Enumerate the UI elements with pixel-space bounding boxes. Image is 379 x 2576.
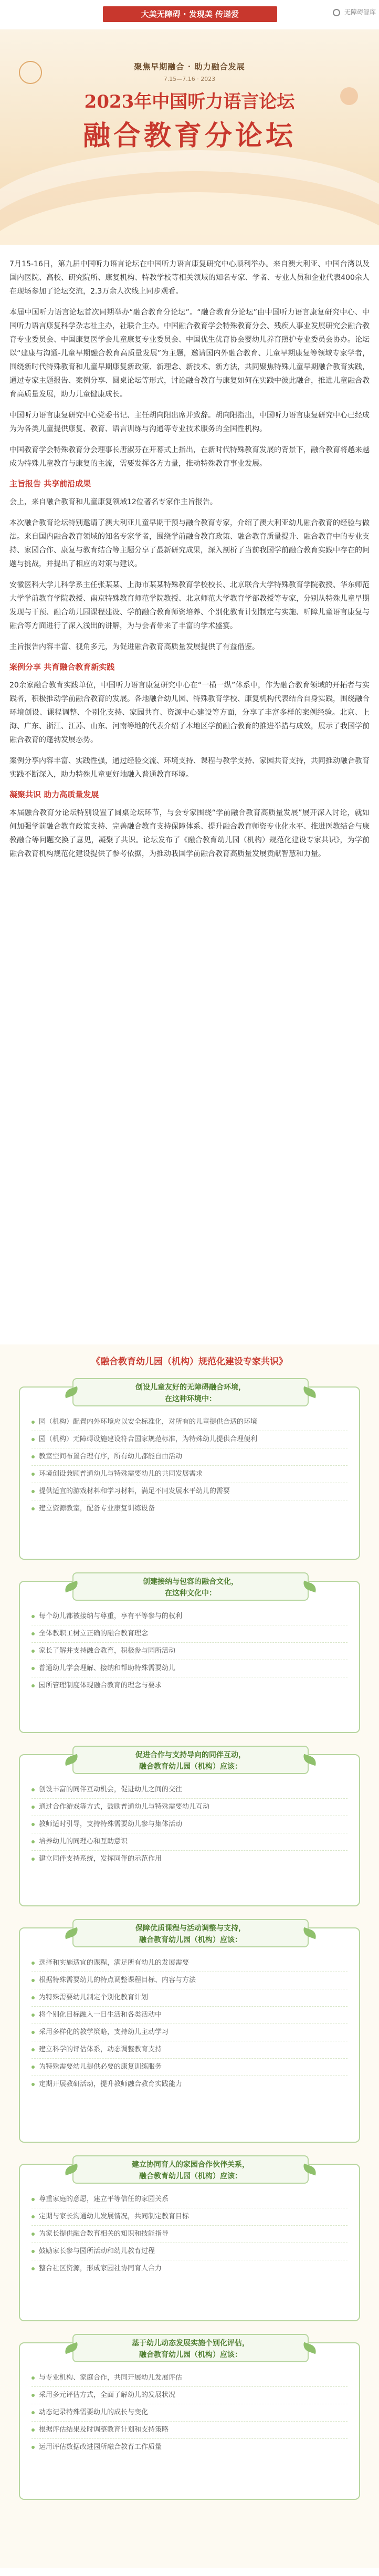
list-item: 将个别化目标融入一日生活和各类活动中 [31, 2007, 348, 2024]
list-item: 定期与家长沟通幼儿发展情况，共同制定教育目标 [31, 2208, 348, 2226]
list-item: 采用多样化的教学策略，支持幼儿主动学习 [31, 2024, 348, 2041]
list-item: 提供适宜的游戏材料和学习材料，满足不同发展水平幼儿的需要 [31, 1483, 348, 1500]
card-header-line1: 创建接纳与包容的融合文化， [143, 1578, 238, 1586]
list-item: 教师适时引导，支持特殊需要幼儿参与集体活动 [31, 1816, 348, 1833]
card-header-line1: 促进合作与支持导向的同伴互动， [135, 1751, 246, 1759]
list-item: 与专业机构、家庭合作，共同开展幼儿发展评估 [31, 2370, 348, 2387]
consensus-card [19, 2339, 360, 2500]
card-header-line2: 在这种文化中： [165, 1589, 216, 1598]
list-item: 根据评估结果及时调整教育计划和支持策略 [31, 2422, 348, 2439]
card-header-line2: 融合教育幼儿园（机构）应该： [139, 1762, 242, 1771]
card-header [72, 1378, 309, 1406]
card-header-line2: 融合教育幼儿园（机构）应该： [139, 2351, 242, 2359]
card-header [72, 1919, 309, 1947]
card-header-line1: 基于幼儿动态发展实施个别化评估， [132, 2339, 249, 2348]
list-item: 家长了解并支持融合教育，积极参与园所活动 [31, 1643, 348, 1660]
card-item-list [31, 1414, 348, 1517]
article-paragraph: 中国听力语言康复研究中心党委书记、主任胡向阳出席并致辞。胡向阳指出，中国听力语言康复研究中心已经成为为各类儿童提供康复、教育、语言训练与沟通等专业技术服务的全国性机构。 [9, 411, 370, 433]
list-item: 运用评估数据改进园所融合教育工作质量 [31, 2439, 348, 2456]
article-paragraph: 7月15-16日，第九届中国听力语言论坛在中国听力语言康复研究中心顺利举办。来自澳大利亚、中国台湾以及国内医院、高校、研究院所、康复机构、特教学校等相关领域的知名专家、学者、专业人员和企业代表400余人在现场参加了论坛交流，2.3万余人次线上同步观看。 [9, 260, 370, 296]
card-item-list [31, 2370, 348, 2456]
consensus-card [19, 2161, 360, 2321]
infographic-title: 《融合教育幼儿园（机构）规范化建设专家共识》 [91, 1357, 288, 1367]
article-paragraph: 案例分享内容丰富、实践性强，通过经验交流、环境支持、课程与教学支持、家园共育支持，共同推动融合教育实践不断深入，助力特殊儿童更好地融入普通教育环境。 [9, 757, 370, 779]
banner [0, 29, 379, 245]
article-paragraph: 主旨报告内容丰富、视角多元，为促进融合教育高质量发展提供了有益借鉴。 [9, 643, 259, 651]
consensus-card [19, 1924, 360, 2143]
card-item-list [31, 1955, 348, 2093]
banner-date: 7.15—7.16 · 2023 [163, 76, 216, 82]
watermark [333, 7, 376, 16]
consensus-card [19, 1751, 360, 1906]
list-item: 园（机构）无障碍设施建设符合国家规范标准，为特殊幼儿提供合理便利 [31, 1431, 348, 1448]
article-paragraph: 本届中国听力语言论坛首次同期举办“融合教育分论坛”。“融合教育分论坛”由中国听力语言康复研究中心、中国听力语言康复科学杂志社主办，社联合主办。中国融合教育学会特殊教育分会、残疾人事业发展研究会融合教育专业委员会、中国康复医学会儿童康复专业委员会、中国优生优育协会婴幼儿养育照护专业委员会协办。论坛以“建康与沟通-儿童早期融合教育高质量发展”为主题，邀请国内外融合教育、儿童早期康复等领域专家学者，围绕新时代特殊教育和儿童早期康复新政策、新理念、新技术、新方法，共同聚焦特殊儿童早期融合教育实践，通过专家主题报告、案例分享、圆桌论坛等形式，讨论融合教育与康复如何在实践中彼此融合，推进儿童融合教育高质量发展，助力儿童健康成长。 [9, 308, 370, 399]
consensus-card [19, 1383, 360, 1560]
article-paragraph: 会上，来自融合教育和儿童康复领域12位著名专家作主旨报告。 [9, 498, 217, 506]
banner-title-line1: 2023年中国听力语言论坛 [84, 91, 295, 112]
section-heading: 凝聚共识 助力高质量发展 [9, 790, 99, 799]
section-heading: 案例分享 共育融合教育新实践 [9, 662, 115, 672]
list-item: 尊重家庭的意愿，建立平等信任的家园关系 [31, 2191, 348, 2208]
list-item: 环境创设兼顾普通幼儿与特殊需要幼儿的共同发展需求 [31, 1466, 348, 1483]
card-header-line2: 融合教育幼儿园（机构）应该： [139, 1936, 242, 1944]
article-paragraph: 安徽医科大学儿科学系主任张某某、上海市某某特殊教育学校校长、北京联合大学特殊教育学院教授、华东师范大学学前教育学院教授、南京特殊教育师范学院教授、北京师范大学教育学部教授等专家，分别从特殊儿童早期发现与干预、融合幼儿园课程建设、学前融合教育师资培养、个别化教育计划制定与实施、听障儿童语言康复与融合等方面进行了深入浅出的讲解，为与会者带来了丰富的学术盛宴。 [9, 581, 370, 630]
banner-title-line2: 融合教育分论坛 [82, 120, 296, 152]
list-item: 全体教职工树立正确的融合教育理念 [31, 1625, 348, 1643]
list-item: 建立资源教室，配备专业康复训练设备 [31, 1500, 348, 1517]
consensus-infographic [0, 1344, 379, 2568]
card-item-list [31, 2191, 348, 2277]
list-item: 园所管理制度体现融合教育的理念与要求 [31, 1677, 348, 1694]
list-item: 定期开展教研活动，提升教师融合教育实践能力 [31, 2076, 348, 2093]
list-item: 为特殊需要幼儿制定个别化教育计划 [31, 1989, 348, 2007]
banner-subtitle: 聚焦早期融合 · 助力融合发展 [134, 62, 245, 71]
card-header-line2: 在这种环境中： [165, 1395, 216, 1403]
article-paragraph: 20余家融合教育实践单位，中国听力语言康复研究中心在“一横一纵”体系中，作为融合教育领域的开拓者与实践者，积极推动学前融合教育的发展。各地融合幼儿园、特殊教育学校、康复机构代表结合自身实践，围绕融合环境创设、课程调整、个别化支持、家园共育、资源中心建设等方面，分享了丰富多样的案例经验。北京、上海、广东、浙江、江苏、山东、河南等地的代表介绍了本地区学前融合教育的推进举措与成效，展示了我国学前融合教育的蓬勃发展态势。 [9, 681, 370, 744]
list-item: 为特殊需要幼儿提供必要的康复训练服务 [31, 2059, 348, 2076]
list-item: 鼓励家长参与园所活动和幼儿教育过程 [31, 2243, 348, 2260]
card-header [72, 2334, 309, 2362]
list-item: 为家长提供融合教育相关的知识和技能指导 [31, 2226, 348, 2243]
card-header-line1: 建立协同育人的家园合作伙伴关系， [132, 2161, 249, 2169]
card-header-line2: 融合教育幼儿园（机构）应该： [139, 2172, 242, 2181]
top-bar [0, 0, 379, 29]
article-paragraph: 中国教育学会特殊教育分会理事长唐淑芬在开幕式上指出，在新时代特殊教育发展的背景下，融合教育将越来越成为特殊儿童教育与康复的主流，需要发挥各方力量，推动特殊教育事业发展。 [9, 446, 370, 468]
list-item: 根据特殊需要幼儿的特点调整课程目标、内容与方法 [31, 1972, 348, 1989]
watermark-logo-icon [333, 9, 340, 16]
article-body [9, 257, 370, 868]
list-item: 培养幼儿的同理心和互助意识 [31, 1833, 348, 1851]
list-item: 采用多元评估方式，全面了解幼儿的发展状况 [31, 2387, 348, 2404]
watermark-text: 无障碍智库 [344, 8, 376, 16]
list-item: 选择和实施适宜的课程，满足所有幼儿的发展需要 [31, 1955, 348, 1972]
header-tag: 大美无障碍 · 发现美 传递爱 [103, 6, 277, 22]
list-item: 园（机构）配置内外环境应以安全标准化，对所有的儿童提供合适的环境 [31, 1414, 348, 1431]
list-item: 教室空间布置合理有序，所有幼儿都能自由活动 [31, 1448, 348, 1466]
article-paragraph: 本次融合教育论坛特别邀请了澳大利亚儿童早期干预与融合教育专家，介绍了澳大利亚幼儿融合教育的经验与做法。来自国内融合教育领域的知名专家学者，围绕学前融合教育政策、融合教育质量提升、融合教育中的专业支持、家园合作、康复与教育结合等主题分享了最新研究成果，深入剖析了当前我国学前融合教育实践中存在的问题与挑战，并提出了相应的对策与建议。 [9, 519, 370, 568]
list-item: 创设丰富的同伴互动机会，促进幼儿之间的交往 [31, 1781, 348, 1799]
list-item: 每个幼儿都被接纳与尊重，享有平等参与的权利 [31, 1608, 348, 1625]
list-item: 通过合作游戏等方式，鼓励普通幼儿与特殊需要幼儿互动 [31, 1799, 348, 1816]
card-item-list [31, 1781, 348, 1868]
article-paragraph: 本届融合教育分论坛特别设置了圆桌论坛环节，与会专家围绕“学前融合教育高质量发展”展开深入讨论，就如何加强学前融合教育政策支持、完善融合教育支持保障体系、提升融合教育师资专业化水平、推进医教结合与康教融合等问题交换了意见，凝聚了共识。论坛发布了《融合教育幼儿园（机构）规范化建设专家共识》，为学前融合教育机构规范化建设提供了参考依据，为推动我国学前融合教育高质量发展贡献智慧和力量。 [9, 809, 370, 858]
list-item: 建立科学的评估体系，动态调整教育支持 [31, 2041, 348, 2059]
card-header-line1: 保障优质课程与活动调整与支持， [135, 1924, 246, 1933]
card-header-line1: 创设儿童友好的无障碍融合环境， [135, 1383, 246, 1392]
consensus-card [19, 1578, 360, 1733]
list-item: 整合社区资源，形成家园社协同育人合力 [31, 2260, 348, 2277]
section-heading: 主旨报告 共享前沿成果 [9, 479, 91, 488]
card-header [72, 1572, 309, 1601]
list-item: 动态记录特殊需要幼儿的成长与变化 [31, 2404, 348, 2422]
card-header [72, 1746, 309, 1774]
list-item: 建立同伴支持系统，发挥同伴的示范作用 [31, 1851, 348, 1868]
card-header [72, 2155, 309, 2184]
list-item: 普通幼儿学会理解、接纳和帮助特殊需要幼儿 [31, 1660, 348, 1677]
card-item-list [31, 1608, 348, 1694]
